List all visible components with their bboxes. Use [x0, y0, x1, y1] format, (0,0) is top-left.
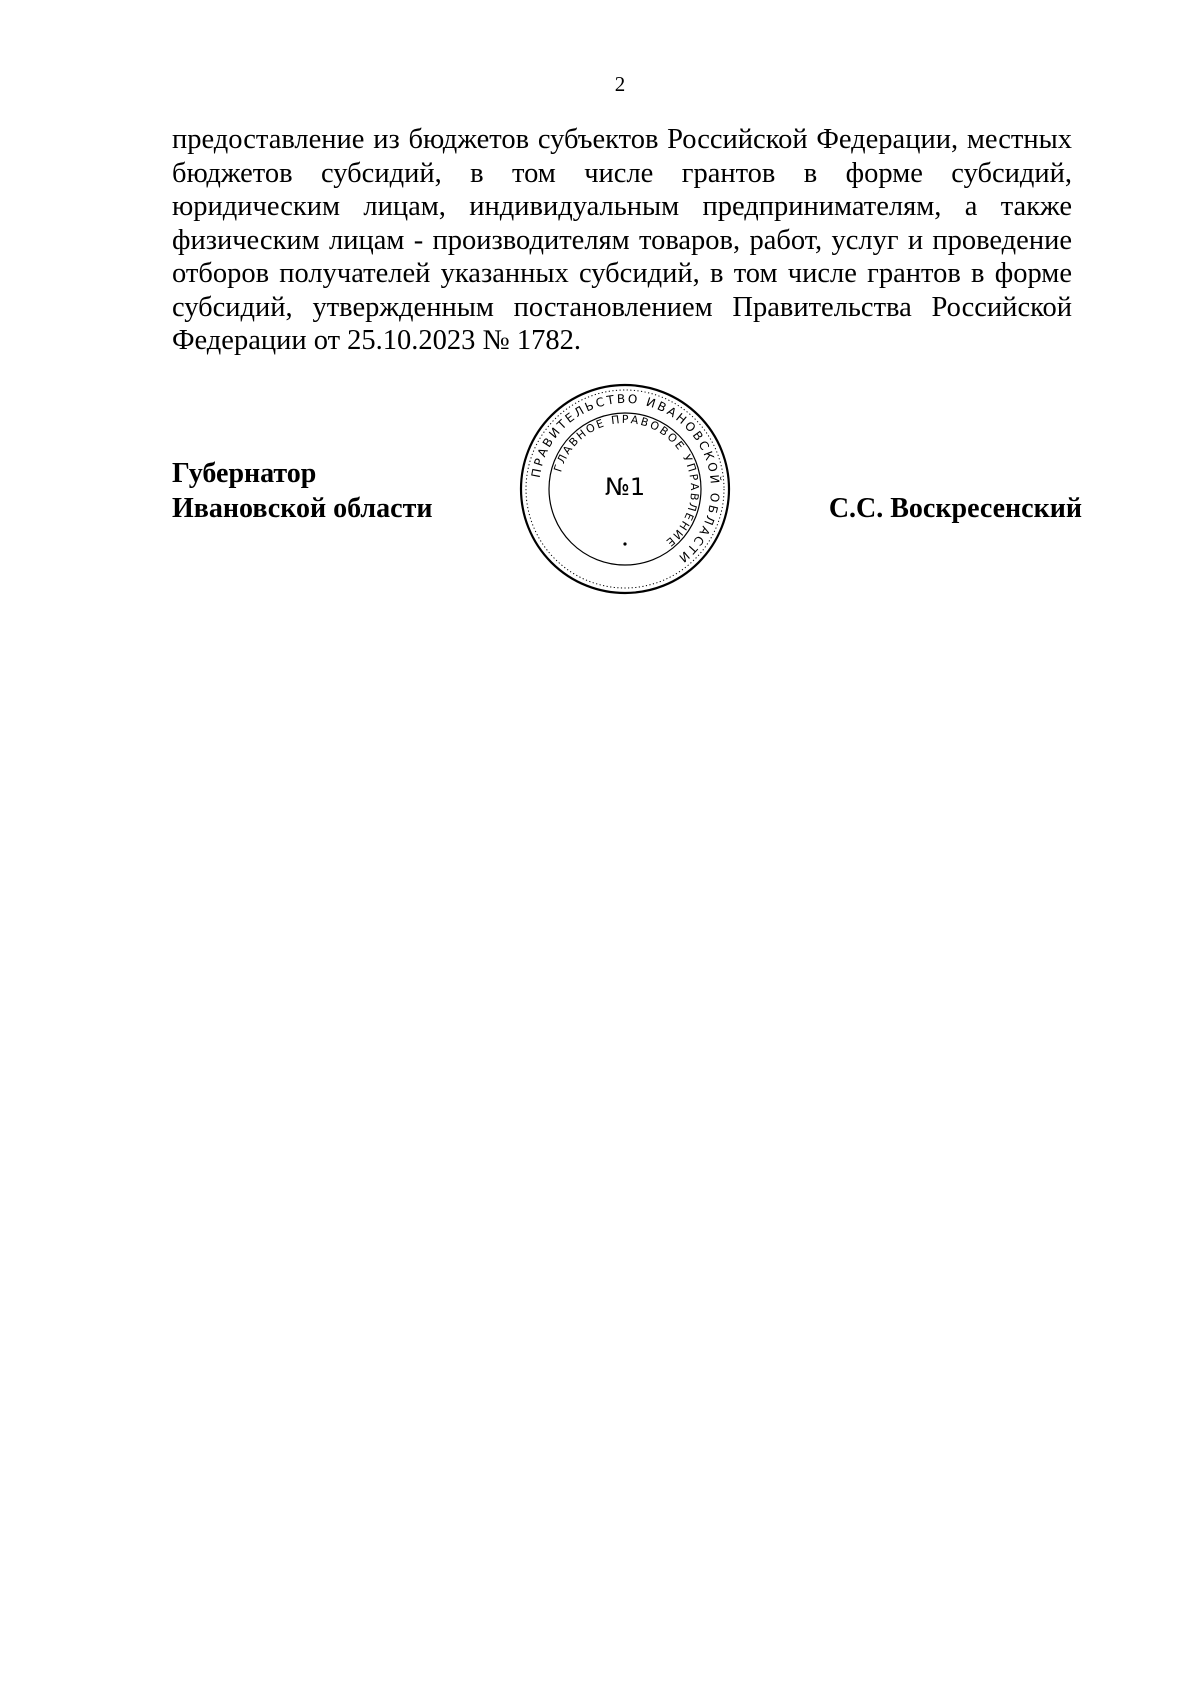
stamp-dot	[623, 542, 626, 545]
stamp-outer-text: ПРАВИТЕЛЬСТВО ИВАНОВСКОЙ ОБЛАСТИ	[528, 391, 723, 567]
signatory-title	[172, 456, 432, 526]
official-stamp	[517, 381, 733, 597]
signatory-title-line-1: Губернатор	[172, 458, 317, 489]
signatory-name: С.С. Воскресенский	[828, 493, 1082, 524]
stamp-number: №1	[604, 473, 646, 501]
body-paragraph: предоставление из бюджетов субъектов Российской Федерации, местных бюджетов субсидий, в том числе грантов в форме субсидий, юридическим лицам, индивидуальным предпринимателям, а также физическим лицам - производителям товаров, работ, услуг и проведение отборов получателей указанных субсидий, в том числе грантов в форме субсидий, утвержденным постановлением Правительства Российской Федерации от 25.10.2023 № 1782.	[172, 124, 1072, 356]
page-number: 2	[614, 72, 626, 96]
signatory-title-line-2: Ивановской области	[172, 493, 433, 524]
stamp-seal	[517, 381, 733, 597]
stamp-inner-text: ГЛАВНОЕ ПРАВОВОЕ УПРАВЛЕНИЕ	[551, 412, 702, 550]
